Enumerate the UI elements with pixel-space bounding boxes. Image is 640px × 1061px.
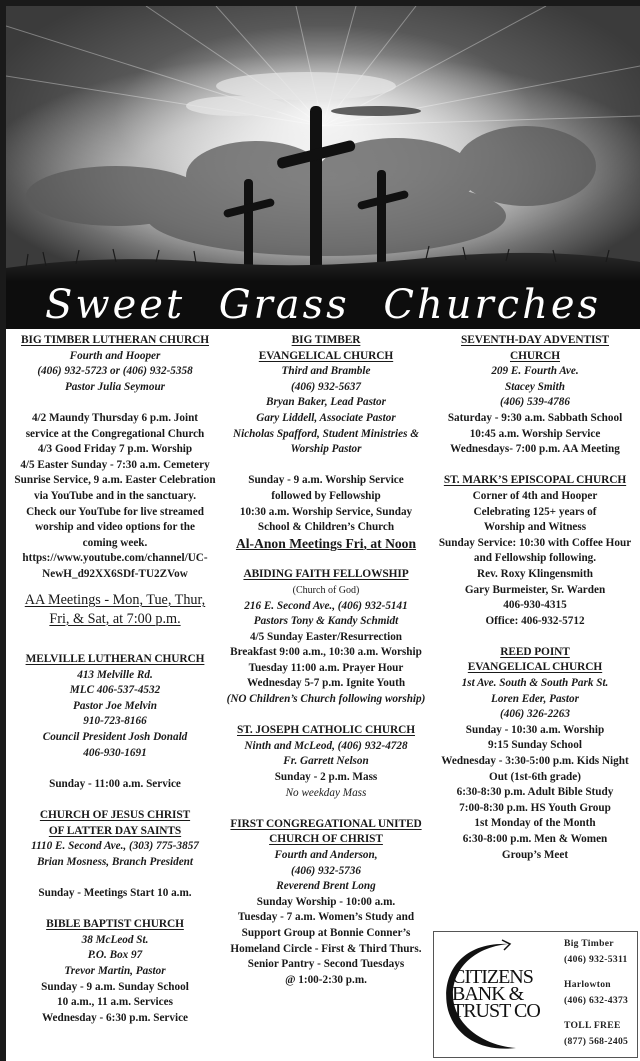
listing-big-timber-evangelical bbox=[222, 333, 430, 552]
church-pastor: Pastor Joe Melvin bbox=[73, 699, 157, 712]
hero-image bbox=[6, 6, 640, 282]
pastor-phone: 910-723-8166 bbox=[83, 715, 147, 728]
schedule-line: Sunday - 2 p.m. Mass bbox=[274, 771, 378, 784]
church-name: BIG TIMBER bbox=[291, 334, 361, 346]
schedule-line: Sunday - 10:30 a.m. Worship bbox=[465, 723, 605, 736]
church-phone: (406) 326-2263 bbox=[500, 708, 570, 721]
schedule-line: 6:30-8:30 p.m. Adult Bible Study bbox=[456, 786, 614, 799]
schedule-line: Senior Pantry - Second Tuesdays bbox=[247, 958, 405, 971]
church-name: BIG TIMBER LUTHERAN CHURCH bbox=[20, 334, 209, 346]
alanon-notice: Al-Anon Meetings Fri, at Noon bbox=[235, 535, 417, 551]
branch-phone: (406) 932-5311 bbox=[564, 953, 628, 965]
listing-abiding-faith bbox=[222, 567, 430, 707]
schedule-line: @ 1:00-2:30 p.m. bbox=[285, 973, 367, 986]
church-address: 209 E. Fourth Ave. bbox=[491, 365, 579, 378]
schedule-line: service at the Congregational Church bbox=[25, 427, 205, 440]
church-name: CHURCH bbox=[509, 349, 561, 362]
title-banner bbox=[6, 282, 640, 329]
church-address: Fourth and Hooper bbox=[69, 349, 161, 362]
schedule-note: (NO Children’s Church following worship) bbox=[226, 693, 426, 706]
council-president: Council President Josh Donald bbox=[42, 731, 188, 744]
schedule-line: Sunday - 11:00 a.m. Service bbox=[49, 777, 181, 790]
church-name: FIRST CONGREGATIONAL UNITED bbox=[230, 817, 422, 830]
citizens-bank-ad bbox=[433, 931, 638, 1058]
church-phone: (406) 932-5723 or (406) 932-5358 bbox=[37, 365, 193, 378]
church-address: 1110 E. Second Ave., (303) 775-3857 bbox=[31, 840, 199, 853]
listing-melville-lutheran bbox=[12, 652, 218, 792]
church-phone: MLC 406-537-4532 bbox=[69, 684, 161, 697]
schedule-line: Sunday - Meetings Start 10 a.m. bbox=[38, 887, 192, 899]
branch-label: Harlowton bbox=[564, 979, 611, 991]
church-pastor: Pastor Julia Seymour bbox=[64, 380, 166, 393]
schedule-line: 4/2 Maundy Thursday 6 p.m. Joint bbox=[31, 411, 199, 424]
church-subtitle: (Church of God) bbox=[292, 584, 360, 596]
schedule-line: Homeland Circle - First & Third Thurs. bbox=[230, 942, 422, 955]
info-line: Worship and Witness bbox=[483, 521, 587, 534]
listing-big-timber-lutheran bbox=[12, 333, 218, 629]
branch-label: Big Timber bbox=[564, 938, 614, 949]
bank-name: CITIZENS BANK & TRUST CO bbox=[452, 966, 540, 1022]
info-line: Corner of 4th and Hooper bbox=[472, 489, 598, 502]
schedule-line: Tuesday 11:00 a.m. Prayer Hour bbox=[248, 661, 404, 674]
church-pastor: Pastors Tony & Kandy Schmidt bbox=[253, 615, 399, 628]
column-middle bbox=[222, 333, 430, 988]
staff-line: Worship Pastor bbox=[290, 443, 362, 456]
schedule-line: via YouTube and in the sanctuary. bbox=[33, 489, 197, 502]
church-name: SEVENTH-DAY ADVENTIST bbox=[460, 334, 610, 346]
toll-free-label: TOLL FREE bbox=[564, 1020, 621, 1032]
schedule-line: 6:30-8:00 p.m. Men & Women bbox=[462, 833, 608, 845]
staff-line: Nicholas Spafford, Student Ministries & bbox=[233, 427, 419, 440]
schedule-line: followed by Fellowship bbox=[271, 489, 381, 502]
schedule-line: Sunday Worship - 10:00 a.m. bbox=[256, 895, 396, 908]
listing-st-joseph bbox=[222, 723, 430, 801]
church-address: 1st Ave. South & South Park St. bbox=[461, 677, 609, 690]
info-line: 406-930-4315 bbox=[503, 599, 567, 612]
church-name: ST. JOSEPH CATHOLIC CHURCH bbox=[237, 724, 415, 737]
church-pastor: Loren Eder, Pastor bbox=[491, 692, 579, 705]
schedule-line: coming week. bbox=[82, 536, 148, 549]
listing-seventh-day-adventist bbox=[434, 333, 636, 458]
church-address: 38 McLeod St. bbox=[81, 933, 149, 946]
schedule-line: Check our YouTube for live streamed bbox=[26, 505, 204, 518]
listing-st-marks-episcopal bbox=[434, 473, 636, 629]
listing-bible-baptist bbox=[12, 917, 218, 1026]
schedule-line: Wednesday 5-7 p.m. Ignite Youth bbox=[246, 677, 406, 690]
schedule-line: Sunday - 9 a.m. Sunday School bbox=[41, 980, 189, 993]
church-name: ABIDING FAITH FELLOWSHIP bbox=[243, 568, 409, 581]
staff-line: Gary Liddell, Associate Pastor bbox=[256, 411, 396, 424]
schedule-line: 7:00-8:30 p.m. HS Youth Group bbox=[459, 801, 611, 814]
info-line: Sunday Service: 10:30 with Coffee Hour bbox=[438, 536, 632, 549]
info-line: and Fellowship following. bbox=[473, 552, 597, 565]
church-address: 216 E. Second Ave., (406) 932-5141 bbox=[244, 599, 408, 612]
council-phone: 406-930-1691 bbox=[83, 746, 147, 759]
branch-phone: (406) 632-4373 bbox=[564, 994, 629, 1006]
church-pastor: Reverend Brent Long bbox=[276, 880, 376, 893]
youtube-link[interactable]: NewH_d92XX6SDf-TU2ZVow bbox=[42, 567, 188, 580]
po-box: P.O. Box 97 bbox=[87, 949, 143, 962]
aa-meetings-notice: AA Meetings - Mon, Tue, Thur, bbox=[24, 591, 206, 608]
schedule-line: 10:45 a.m. Worship Service bbox=[469, 427, 601, 440]
schedule-line: 4/3 Good Friday 7 p.m. Worship bbox=[37, 443, 193, 456]
listing-first-congregational bbox=[222, 817, 430, 989]
church-name: CHURCH OF CHRIST bbox=[269, 833, 383, 846]
schedule-line: Saturday - 9:30 a.m. Sabbath School bbox=[447, 411, 623, 424]
three-crosses-illustration bbox=[6, 6, 640, 282]
schedule-line: worship and video options for the bbox=[35, 521, 195, 534]
schedule-line: Wednesday - 6:30 p.m. Service bbox=[41, 1011, 189, 1024]
info-line: Office: 406-932-5712 bbox=[485, 614, 585, 627]
schedule-line: Out (1st-6th grade) bbox=[489, 770, 581, 783]
church-name: MELVILLE LUTHERAN CHURCH bbox=[25, 653, 205, 666]
bank-contact-info bbox=[564, 936, 636, 1050]
schedule-line: 4/5 Easter Sunday - 7:30 a.m. Cemetery bbox=[20, 458, 210, 471]
church-name: OF LATTER DAY SAINTS bbox=[48, 824, 182, 837]
listing-latter-day-saints bbox=[12, 808, 218, 902]
church-phone: (406) 539-4786 bbox=[500, 396, 570, 409]
schedule-line: Breakfast 9:00 a.m., 10:30 a.m. Worship bbox=[230, 646, 422, 659]
church-priest: Fr. Garrett Nelson bbox=[283, 755, 369, 768]
church-address: Ninth and McLeod, (406) 932-4728 bbox=[244, 739, 408, 752]
schedule-line: Wednesdays- 7:00 p.m. AA Meeting bbox=[450, 443, 620, 456]
info-line: Rev. Roxy Klingensmith bbox=[477, 567, 593, 580]
schedule-line: Sunday - 9 a.m. Worship Service bbox=[248, 474, 404, 487]
church-contact: Stacey Smith bbox=[505, 380, 565, 393]
aa-meetings-notice: Fri, & Sat, at 7:00 p.m. bbox=[49, 610, 181, 627]
church-name: CHURCH OF JESUS CHRIST bbox=[39, 809, 191, 822]
schedule-line: 4/5 Sunday Easter/Resurrection bbox=[249, 630, 403, 643]
schedule-line: 10:30 a.m. Worship Service, Sunday bbox=[239, 505, 413, 518]
church-address: Third and Bramble bbox=[281, 365, 371, 378]
church-pastor: Trevor Martin, Pastor bbox=[64, 964, 166, 977]
church-name: EVANGELICAL CHURCH bbox=[258, 349, 394, 362]
column-left bbox=[12, 333, 218, 1026]
church-directory bbox=[6, 329, 640, 1061]
info-line: Celebrating 125+ years of bbox=[473, 505, 597, 518]
info-line: Gary Burmeister, Sr. Warden bbox=[464, 583, 606, 596]
listing-reed-point-evangelical bbox=[434, 645, 636, 863]
schedule-note: No weekday Mass bbox=[285, 786, 367, 799]
schedule-line: 9:15 Sunday School bbox=[488, 739, 582, 752]
schedule-line: Group’s Meet bbox=[501, 848, 569, 861]
page-title: Sweet Grass Churches bbox=[44, 281, 602, 328]
church-address: 413 Melville Rd. bbox=[77, 668, 153, 681]
church-name: ST. MARK’S EPISCOPAL CHURCH bbox=[443, 474, 627, 487]
schedule-line: Tuesday - 7 a.m. Women’s Study and bbox=[237, 911, 415, 924]
church-leader: Brian Mosness, Branch President bbox=[36, 855, 194, 868]
staff-line: Bryan Baker, Lead Pastor bbox=[266, 396, 386, 409]
toll-free-phone: (877) 568-2405 bbox=[564, 1035, 629, 1047]
church-name: EVANGELICAL CHURCH bbox=[467, 661, 603, 674]
schedule-line: Wednesday - 3:30-5:00 p.m. Kids Night bbox=[441, 755, 629, 768]
church-phone: (406) 932-5637 bbox=[291, 380, 361, 393]
church-name: BIBLE BAPTIST CHURCH bbox=[46, 918, 184, 931]
schedule-line: 1st Monday of the Month bbox=[474, 817, 596, 830]
schedule-line: Support Group at Bonnie Conner’s bbox=[241, 926, 411, 939]
schedule-line: School & Children’s Church bbox=[257, 521, 395, 534]
schedule-line: Sunrise Service, 9 a.m. Easter Celebration bbox=[14, 474, 216, 487]
schedule-line: 10 a.m., 11 a.m. Services bbox=[57, 996, 173, 1009]
church-phone: (406) 932-5736 bbox=[291, 864, 361, 877]
column-right bbox=[434, 333, 636, 863]
church-address: Fourth and Anderson, bbox=[274, 849, 378, 861]
youtube-link[interactable]: https://www.youtube.com/channel/UC- bbox=[22, 552, 208, 565]
church-name: REED POINT bbox=[500, 645, 570, 658]
